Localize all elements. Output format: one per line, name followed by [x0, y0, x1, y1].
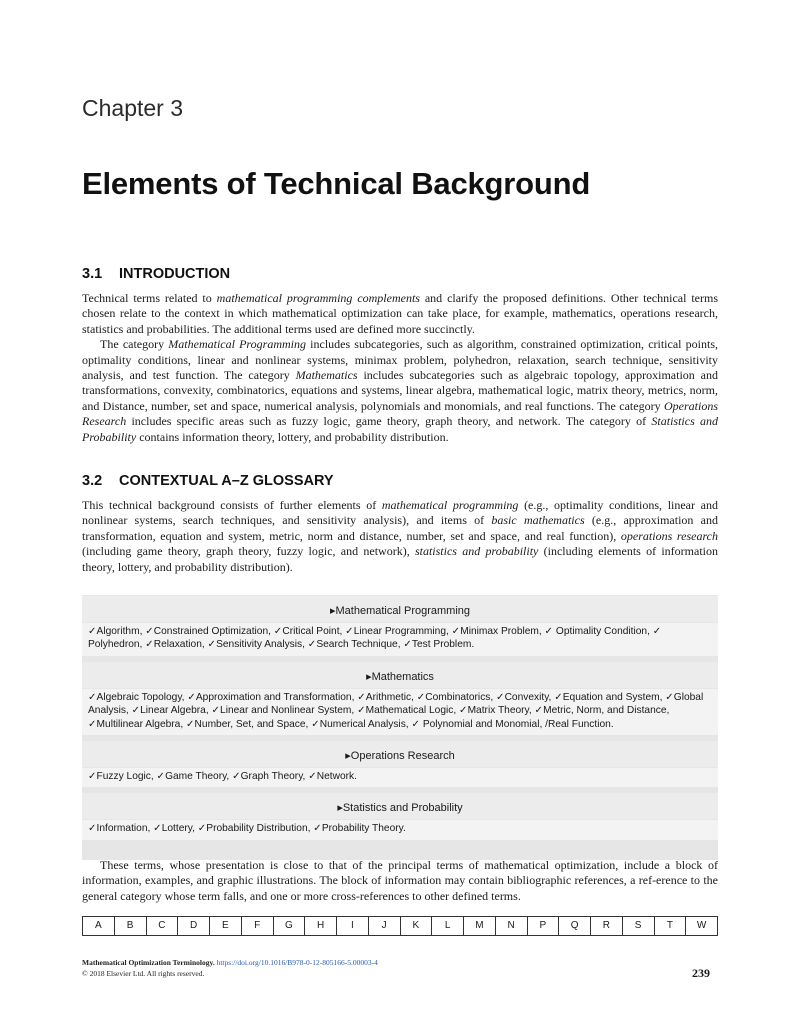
alphabet-index-letter[interactable]: N: [496, 917, 528, 935]
text-run: (e.g., approximation and transformation, equation and system, metric, norm and distance, number, set and space, and real function),: [82, 513, 718, 543]
alphabet-index-letter[interactable]: F: [242, 917, 274, 935]
page-number: 239: [692, 966, 710, 980]
alphabet-index-letter[interactable]: C: [147, 917, 179, 935]
footer-doi-link[interactable]: https://doi.org/10.1016/B978-0-12-805166-5.00003-4: [216, 958, 378, 967]
text-run: (including game theory, graph theory, fuzzy logic, and network),: [82, 544, 415, 559]
glossary-group-statistics-probability: [82, 793, 718, 839]
text-run: This technical background consists of further elements of: [82, 498, 382, 512]
glossary-category-header[interactable]: ▸Mathematics: [82, 662, 718, 688]
section-title: CONTEXTUAL A–Z GLOSSARY: [119, 473, 334, 489]
paragraph: [82, 291, 718, 337]
italic-term: statistics and probability: [414, 544, 539, 559]
alphabet-index-letter[interactable]: J: [369, 917, 401, 935]
alphabet-index-letter[interactable]: T: [655, 917, 687, 935]
glossary-category-table: [82, 595, 718, 860]
alphabet-index-letter[interactable]: A: [83, 917, 115, 935]
alphabet-index-letter[interactable]: P: [528, 917, 560, 935]
section-number: 3.1: [82, 266, 103, 282]
alphabet-index-letter[interactable]: E: [210, 917, 242, 935]
alphabet-index-letter[interactable]: R: [591, 917, 623, 935]
chapter-label: Chapter 3: [82, 95, 184, 121]
glossary-term-list: ✓Information, ✓Lottery, ✓Probability Distribution, ✓Probability Theory.: [82, 820, 718, 839]
glossary-intro-text: [82, 498, 718, 575]
glossary-term-list: ✓Algorithm, ✓Constrained Optimization, ✓Critical Point, ✓Linear Programming, ✓Minimax Problem, ✓ Optimality Condition, ✓ Polyhedron, ✓Relaxation, ✓Sensitivity Analysis, ✓Search Technique, ✓Test Problem.: [82, 623, 718, 656]
chapter-title: Elements of Technical Background: [82, 166, 591, 201]
paragraph: These terms, whose presentation is close to that of the principal terms of mathematical optimization, include a block of information, examples, and graphic illustrations. The block of information may contain bibliographic references, a ref-erence to the general category whose term falls, and one or more cross-references to other defined terms.: [82, 858, 718, 903]
text-run: includes subcategories such as algebraic topology, approximation and transformations, convexity, combinatorics, equations and systems, linear algebra, mathematical logic, matrix theory, metrics, norm, and Distance, number, set and space, numerical analysis, polynomials and monomials, and real functions. The category: [82, 368, 718, 413]
section-number: 3.2: [82, 473, 103, 489]
text-run: (including elements of information theory, lottery, and probability distribution).: [82, 544, 718, 574]
alphabet-index-letter[interactable]: D: [178, 917, 210, 935]
alphabet-index-letter[interactable]: L: [432, 917, 464, 935]
glossary-category-header[interactable]: ▸Statistics and Probability: [82, 793, 718, 819]
text-run: (e.g., optimality conditions, linear and nonlinear systems, search techniques, and sensitivity analysis), and items of: [82, 498, 718, 528]
alphabet-index-letter[interactable]: Q: [559, 917, 591, 935]
italic-term: basic mathematics: [491, 513, 585, 528]
italic-term: Mathematical Programming: [168, 337, 306, 352]
glossary-group-mathematical-programming: [82, 596, 718, 656]
text-run: and clarify the proposed definitions. Other technical terms chosen relate to the context in which mathematical optimization can take place, for example, mathematics, operations research, statistics and probabilities. The additional terms used are defined more succinctly.: [82, 291, 718, 336]
alphabet-index-letter[interactable]: M: [464, 917, 496, 935]
paragraph: [82, 498, 718, 575]
alphabet-index-bar: [82, 916, 718, 936]
alphabet-index-letter[interactable]: B: [115, 917, 147, 935]
italic-term: Operations Research: [82, 398, 718, 429]
text-run: includes specific areas such as fuzzy logic, game theory, graph theory, and network. The category of: [126, 414, 652, 429]
closing-text: [82, 858, 718, 904]
alphabet-index-letter[interactable]: W: [696, 920, 707, 931]
glossary-group-mathematics: [82, 662, 718, 735]
page-footer: [82, 957, 378, 979]
alphabet-index-letter[interactable]: K: [401, 917, 433, 935]
section-heading-glossary: [82, 473, 334, 489]
section-title: INTRODUCTION: [119, 266, 231, 282]
text-run: The category: [100, 337, 169, 352]
section-heading-introduction: [82, 266, 230, 282]
italic-term: operations research: [620, 528, 718, 543]
glossary-term-list: ✓Algebraic Topology, ✓Approximation and Transformation, ✓Arithmetic, ✓Combinatorics, ✓Convexity, ✓Equation and System, ✓Global Analysis, ✓Linear Algebra, ✓Linear and Nonlinear System, ✓Mathematical Logic, ✓Matrix Theory, ✓Metric, Norm, and Distance, ✓Multilinear Algebra, ✓Number, Set, and Space, ✓Numerical Analysis, ✓ Polynomial and Monomial, /Real Function.: [82, 689, 718, 735]
italic-term: mathematical programming complements: [216, 291, 420, 305]
alphabet-index-letter[interactable]: G: [274, 917, 306, 935]
text-run: Technical terms related to: [82, 291, 217, 305]
alphabet-index-letter[interactable]: I: [337, 917, 369, 935]
footer-citation: [82, 957, 378, 968]
introduction-text: [82, 291, 718, 445]
footer-copyright: © 2018 Elsevier Ltd. All rights reserved.: [82, 969, 205, 978]
italic-term: Mathematics: [295, 368, 358, 383]
text-run: contains information theory, lottery, and probability distribution.: [136, 429, 449, 444]
glossary-group-operations-research: [82, 741, 718, 787]
text-run: includes subcategories, such as algorithm, constrained optimization, critical points, optimality conditions, linear and nonlinear systems, minimax problem, polyhedron, relaxation, search technique, sensitivity analysis, and test function. The category: [82, 337, 718, 383]
italic-term: Statistics and Probability: [82, 414, 718, 444]
paragraph: [82, 337, 718, 445]
glossary-term-list: ✓Fuzzy Logic, ✓Game Theory, ✓Graph Theory, ✓Network.: [82, 768, 718, 787]
italic-term: mathematical programming: [381, 498, 519, 512]
alphabet-index-letter[interactable]: H: [305, 917, 337, 935]
glossary-category-header[interactable]: ▸Mathematical Programming: [82, 596, 718, 622]
footer-book-title: Mathematical Optimization Terminology.: [82, 958, 215, 967]
glossary-category-header[interactable]: ▸Operations Research: [82, 741, 718, 767]
alphabet-index-letter[interactable]: S: [623, 917, 655, 935]
